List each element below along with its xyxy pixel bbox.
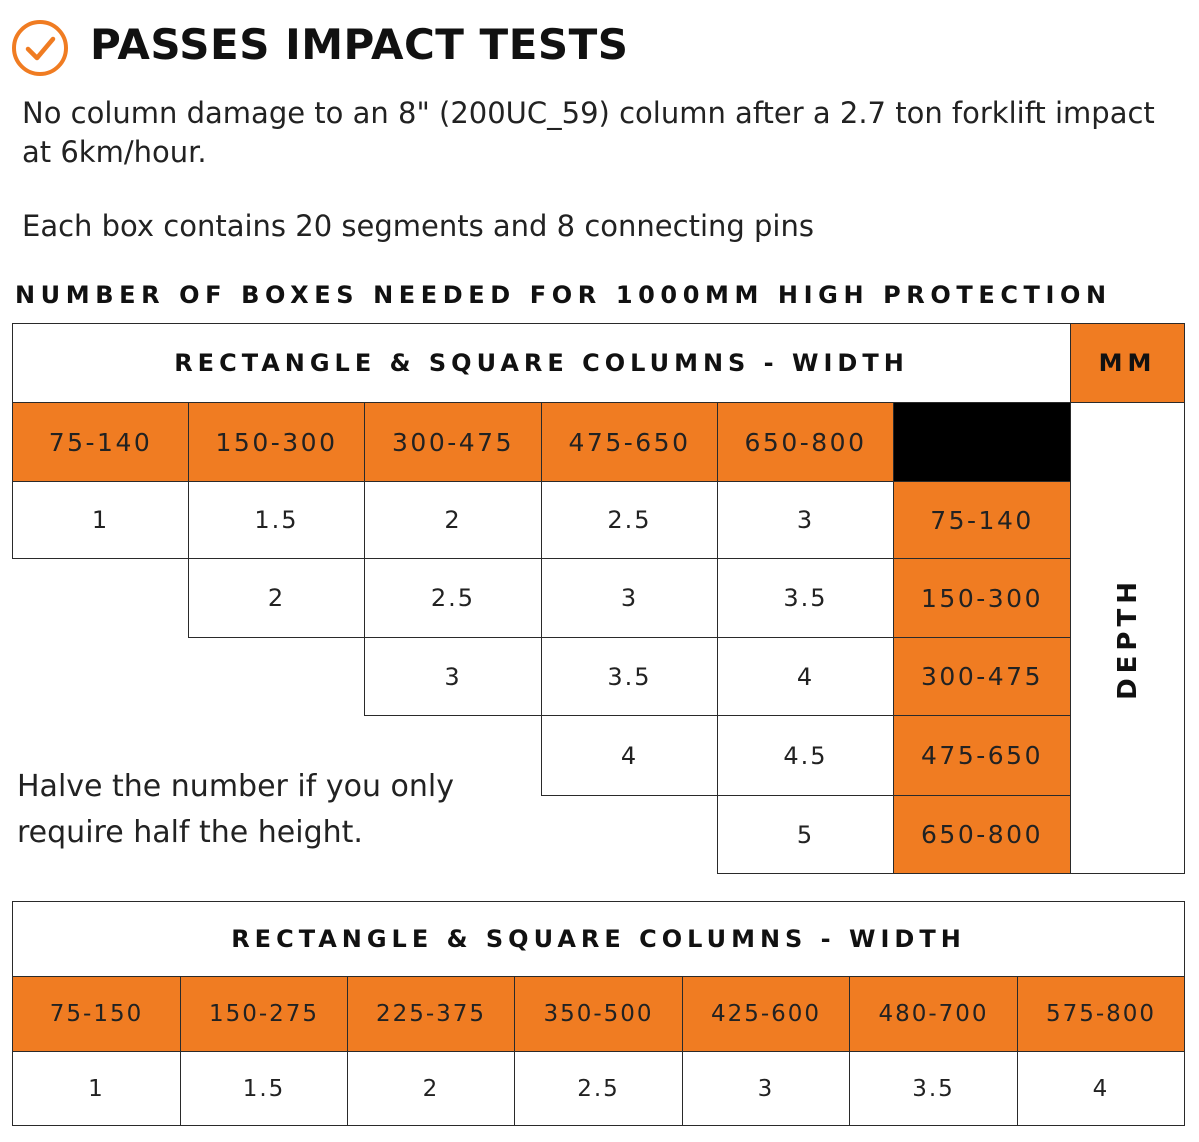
table2-width-range: 575-800: [1017, 976, 1185, 1052]
table2-value-cell: 1.5: [180, 1051, 348, 1126]
table2-value-cell: 3.5: [849, 1051, 1018, 1126]
table1-width-header: RECTANGLE & SQUARE COLUMNS - WIDTH: [12, 323, 1071, 403]
table1-depth-range: 75-140: [893, 481, 1071, 559]
table1-value-cell: 1: [12, 481, 189, 559]
table1-width-range: 75-140: [12, 402, 189, 482]
section-heading: NUMBER OF BOXES NEEDED FOR 1000MM HIGH PROTECTION: [15, 281, 1112, 309]
table1-value-cell: 2.5: [364, 558, 542, 638]
table2-width-header: RECTANGLE & SQUARE COLUMNS - WIDTH: [12, 901, 1185, 977]
table1-width-range: 650-800: [717, 402, 894, 482]
table2-width-range: 425-600: [682, 976, 850, 1052]
table1-depth-label: [1070, 402, 1185, 874]
page-title: PASSES IMPACT TESTS: [90, 20, 629, 69]
depth-label-text: DEPTH: [1112, 576, 1143, 700]
table2-width-range: 75-150: [12, 976, 181, 1052]
table1-value-cell: 3: [717, 481, 894, 559]
table1-value-cell: 3.5: [541, 637, 718, 716]
table1-depth-range: 150-300: [893, 558, 1071, 638]
table1-value-cell: 4: [541, 715, 718, 796]
table1-unit-header: MM: [1070, 323, 1185, 403]
table2-value-cell: 2.5: [514, 1051, 683, 1126]
table1-value-cell: 2: [188, 558, 365, 638]
impact-description: No column damage to an 8" (200UC_59) column after a 2.7 ton forklift impact at 6km/hour.: [22, 96, 1155, 169]
table1-value-cell: 2: [364, 481, 542, 559]
table2-width-range: 225-375: [347, 976, 515, 1052]
table1-value-cell: 4: [717, 637, 894, 716]
table1-depth-range: 475-650: [893, 715, 1071, 796]
table2-width-range: 350-500: [514, 976, 683, 1052]
table2-width-range: 480-700: [849, 976, 1018, 1052]
check-circle-icon: [10, 18, 70, 78]
table2-width-range: 150-275: [180, 976, 348, 1052]
table1-width-range: 475-650: [541, 402, 718, 482]
half-height-note: Halve the number if you only require half the height.: [17, 769, 454, 850]
table1-width-range: 300-475: [364, 402, 542, 482]
table1-value-cell: 3: [364, 637, 542, 716]
table1-depth-range: 650-800: [893, 795, 1071, 874]
table2-value-cell: 4: [1017, 1051, 1185, 1126]
table1-width-range: 150-300: [188, 402, 365, 482]
table1-value-cell: 3: [541, 558, 718, 638]
table1-value-cell: 3.5: [717, 558, 894, 638]
table1-value-cell: 5: [717, 795, 894, 874]
table1-value-cell: 1.5: [188, 481, 365, 559]
table1-value-cell: 4.5: [717, 715, 894, 796]
table2-value-cell: 3: [682, 1051, 850, 1126]
box-contents-description: Each box contains 20 segments and 8 connecting pins: [22, 209, 814, 243]
table2-value-cell: 1: [12, 1051, 181, 1126]
table2-value-cell: 2: [347, 1051, 515, 1126]
table1-value-cell: 2.5: [541, 481, 718, 559]
table1-depth-range: 300-475: [893, 637, 1071, 716]
table1-corner-cell: [893, 402, 1071, 482]
